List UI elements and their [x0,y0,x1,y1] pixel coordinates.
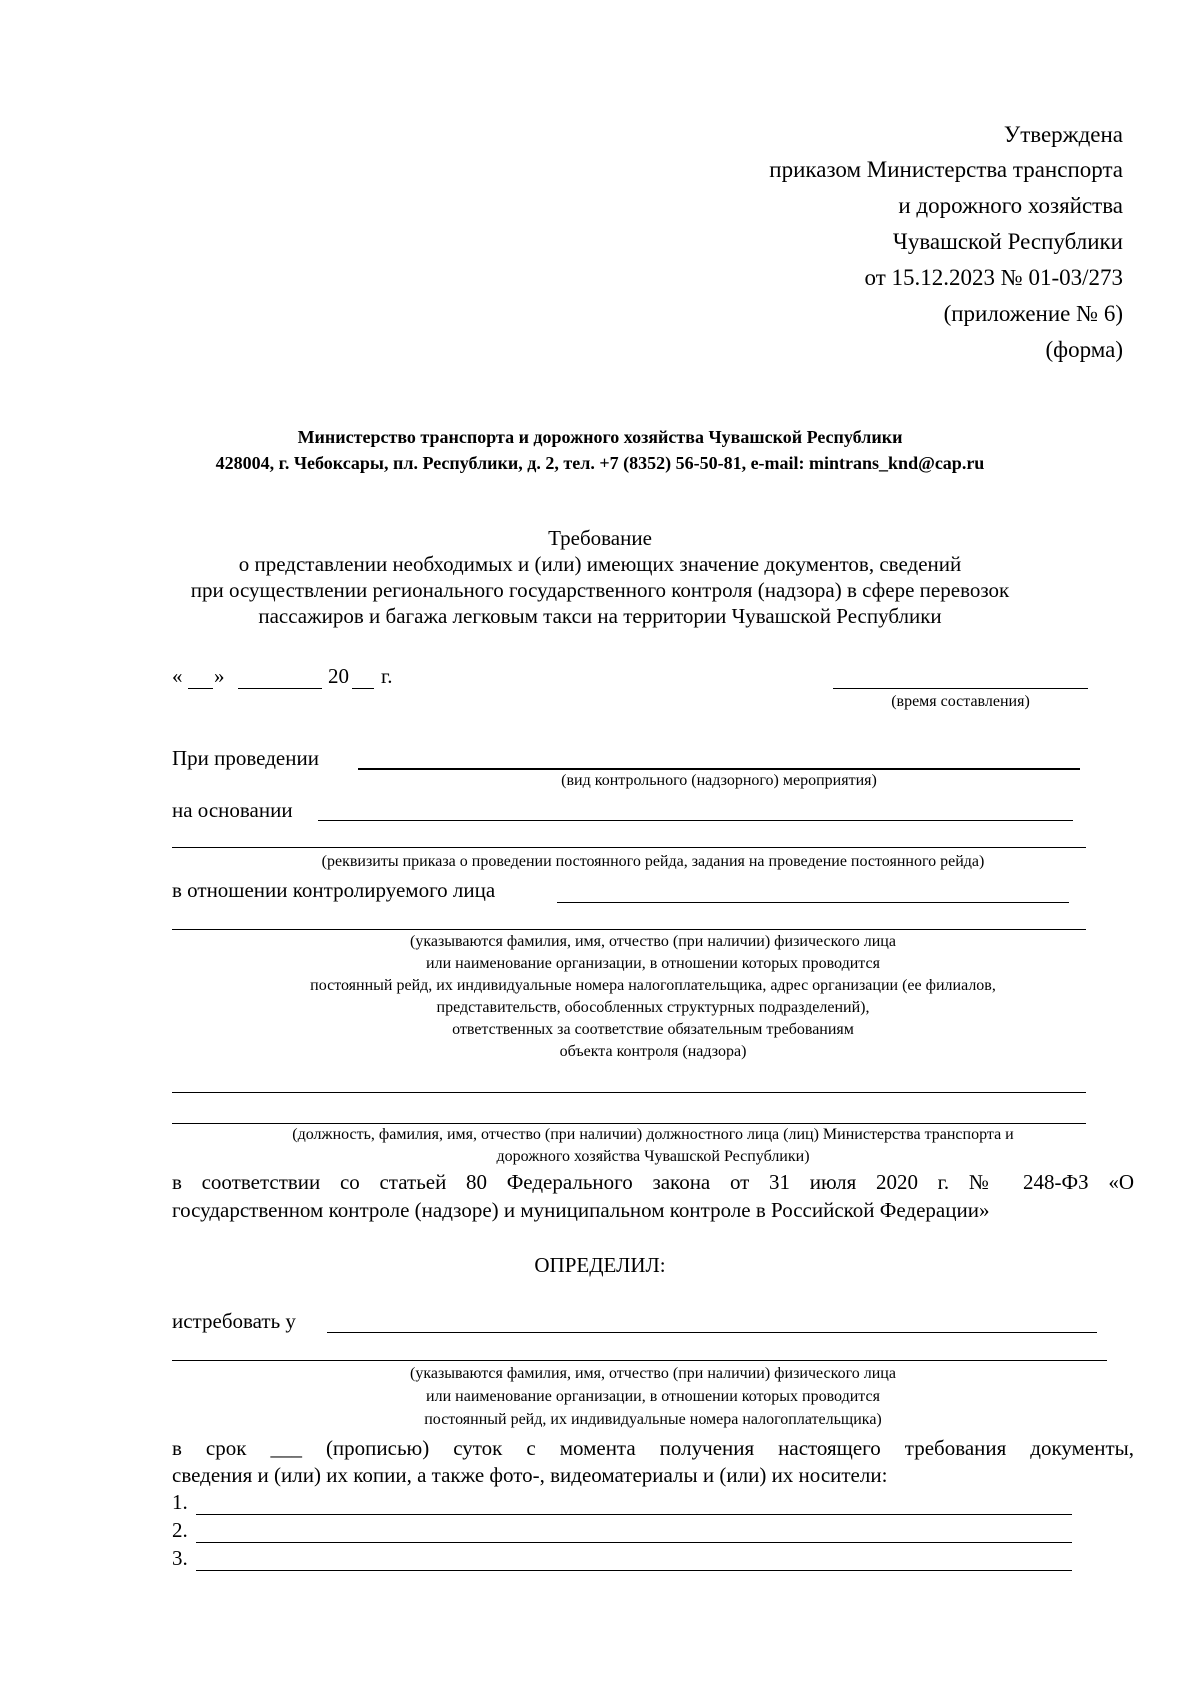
date-day-blank [188,688,213,689]
document-title: Требование [548,526,652,550]
subject-caption-4: представительств, обособленных структурных подразделений), [436,999,870,1016]
date-year-prefix: 20 [328,664,349,688]
time-caption: (время составления) [891,693,1030,710]
official-caption-2: дорожного хозяйства Чувашской Республики) [496,1148,810,1165]
demand-term-2: сведения и (или) их копии, а также фото-, видеоматериалы и (или) их носители: [172,1463,888,1487]
org-name: Министерство транспорта и дорожного хозяйства Чувашской Республики [297,427,903,447]
law-reference-2: государственном контроле (надзоре) и муниципальном контроле в Российской Федерации» [172,1198,990,1222]
basis-blank [318,820,1073,821]
conduct-label: При проведении [172,746,319,770]
approval-form: (форма) [1045,337,1123,362]
demand-label: истребовать у [172,1309,296,1333]
subject-caption-5: ответственных за соответствие обязательным требованиям [452,1021,854,1038]
item-blank-2 [196,1542,1072,1543]
date-close-quote: » [214,664,225,688]
subject-caption-6: объекта контроля (надзора) [559,1043,747,1060]
item-number-2: 2. [172,1518,188,1542]
subject-caption-1: (указываются фамилия, имя, отчество (при наличии) физического лица [410,933,896,950]
approval-appendix: (приложение № 6) [943,301,1123,326]
date-open-quote: « [172,664,183,688]
subject-blank [557,902,1069,903]
demand-term-1: в срок ___ (прописью) суток с момента получения настоящего требования документы, [172,1436,1134,1460]
subject-blank-2 [172,929,1086,930]
item-blank-1 [196,1514,1072,1515]
basis-caption: (реквизиты приказа о проведении постоянного рейда, задания на проведение постоянного рейда) [321,853,985,870]
document-subtitle-1: о представлении необходимых и (или) имеющих значение документов, сведений [238,552,962,576]
date-year-suffix: г. [381,664,393,688]
demand-caption-1: (указываются фамилия, имя, отчество (при наличии) физического лица [410,1365,896,1382]
document-subtitle-3: пассажиров и багажа легковым такси на территории Чувашской Республики [258,604,942,628]
approval-ministry: и дорожного хозяйства [898,193,1123,218]
date-year-blank [352,688,374,689]
subject-caption-3: постоянный рейд, их индивидуальные номера налогоплательщика, адрес организации (ее филиалов, [310,977,996,994]
time-blank [833,688,1088,689]
subject-label: в отношении контролируемого лица [172,878,496,902]
conduct-caption: (вид контрольного (надзорного) мероприятия) [561,772,877,789]
demand-caption-3: постоянный рейд, их индивидуальные номера налогоплательщика) [424,1411,882,1428]
item-blank-3 [196,1570,1072,1571]
subject-caption-2: или наименование организации, в отношении которых проводится [426,955,880,972]
approval-date-number: от 15.12.2023 № 01-03/273 [864,265,1123,290]
approval-republic: Чувашской Республики [892,229,1123,254]
approval-order: приказом Министерства транспорта [769,157,1123,182]
item-number-3: 3. [172,1546,188,1570]
basis-label: на основании [172,798,293,822]
date-month-blank [238,688,322,689]
demand-blank-2 [172,1360,1107,1361]
law-reference-1: в соответствии со статьей 80 Федерального закона от 31 июля 2020 г. № 248-ФЗ «О [172,1170,1134,1194]
document-subtitle-2: при осуществлении регионального государственного контроля (надзора) в сфере перевозок [190,578,1010,602]
demand-blank [327,1332,1097,1333]
approval-title: Утверждена [1003,122,1123,147]
basis-blank-2 [172,847,1086,848]
official-blank-1 [172,1092,1086,1093]
item-number-1: 1. [172,1490,188,1514]
org-address: 428004, г. Чебоксары, пл. Республики, д. 2, тел. +7 (8352) 56-50-81, e-mail: mintrans_knd@cap.ru [215,453,985,473]
official-caption-1: (должность, фамилия, имя, отчество (при наличии) должностного лица (лиц) Министерства транспорта и [292,1126,1014,1143]
demand-caption-2: или наименование организации, в отношении которых проводится [426,1388,880,1405]
decision-heading: ОПРЕДЕЛИЛ: [534,1253,666,1277]
